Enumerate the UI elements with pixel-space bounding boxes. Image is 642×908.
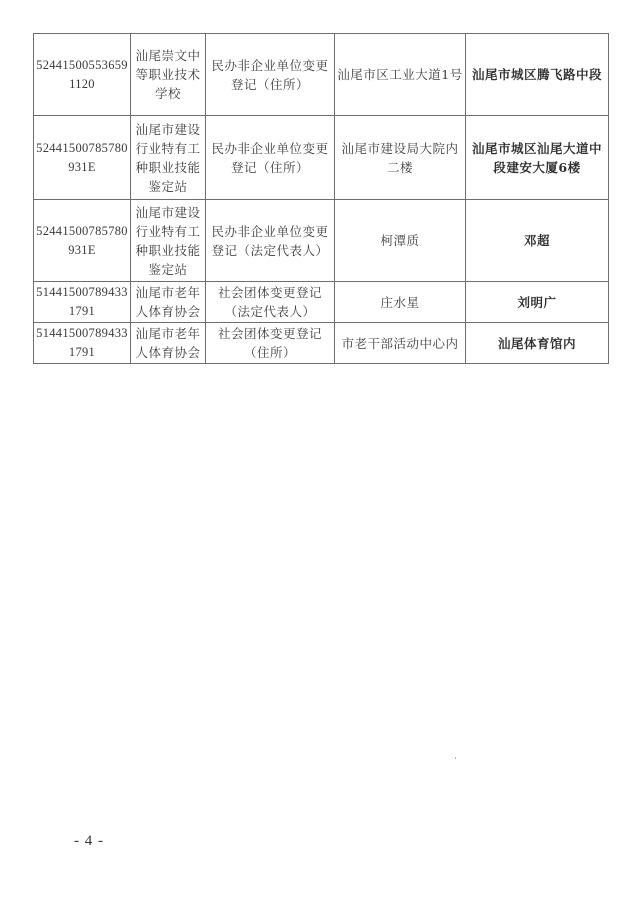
value-before-cell: 柯潭质 [335, 200, 466, 282]
table-row [34, 282, 609, 323]
change-type-cell: 社会团体变更登记（法定代表人） [206, 282, 335, 323]
value-before-cell: 庄水星 [335, 282, 466, 323]
value-after-cell: 刘明广 [466, 282, 609, 323]
value-after-cell: 汕尾体育馆内 [466, 323, 609, 364]
value-before-cell: 市老干部活动中心内 [335, 323, 466, 364]
credit-code-cell: 514415007894331791 [34, 282, 131, 323]
value-after-cell: 邓超 [466, 200, 609, 282]
value-before-cell: 汕尾市区工业大道1号 [335, 34, 466, 116]
scan-speck [455, 757, 456, 759]
organization-name-cell: 汕尾市老年人体育协会 [131, 323, 206, 364]
value-after-cell: 汕尾市城区腾飞路中段 [466, 34, 609, 116]
change-type-cell: 民办非企业单位变更登记（住所） [206, 34, 335, 116]
table-row [34, 200, 609, 282]
table-row [34, 34, 609, 116]
organization-name-cell: 汕尾市建设行业特有工种职业技能鉴定站 [131, 200, 206, 282]
credit-code-cell: 514415007894331791 [34, 323, 131, 364]
credit-code-cell: 52441500785780931E [34, 116, 131, 200]
page-number: - 4 - [74, 833, 104, 849]
change-type-cell: 社会团体变更登记（住所） [206, 323, 335, 364]
credit-code-cell: 524415005536591120 [34, 34, 131, 116]
credit-code-cell: 52441500785780931E [34, 200, 131, 282]
registration-change-table [33, 33, 609, 364]
table-row [34, 323, 609, 364]
organization-name-cell: 汕尾市建设行业特有工种职业技能鉴定站 [131, 116, 206, 200]
table-row [34, 116, 609, 200]
organization-name-cell: 汕尾崇文中等职业技术学校 [131, 34, 206, 116]
change-type-cell: 民办非企业单位变更登记（法定代表人） [206, 200, 335, 282]
value-after-cell: 汕尾市城区汕尾大道中段建安大厦6楼 [466, 116, 609, 200]
change-type-cell: 民办非企业单位变更登记（住所） [206, 116, 335, 200]
value-before-cell: 汕尾市建设局大院内二楼 [335, 116, 466, 200]
organization-name-cell: 汕尾市老年人体育协会 [131, 282, 206, 323]
